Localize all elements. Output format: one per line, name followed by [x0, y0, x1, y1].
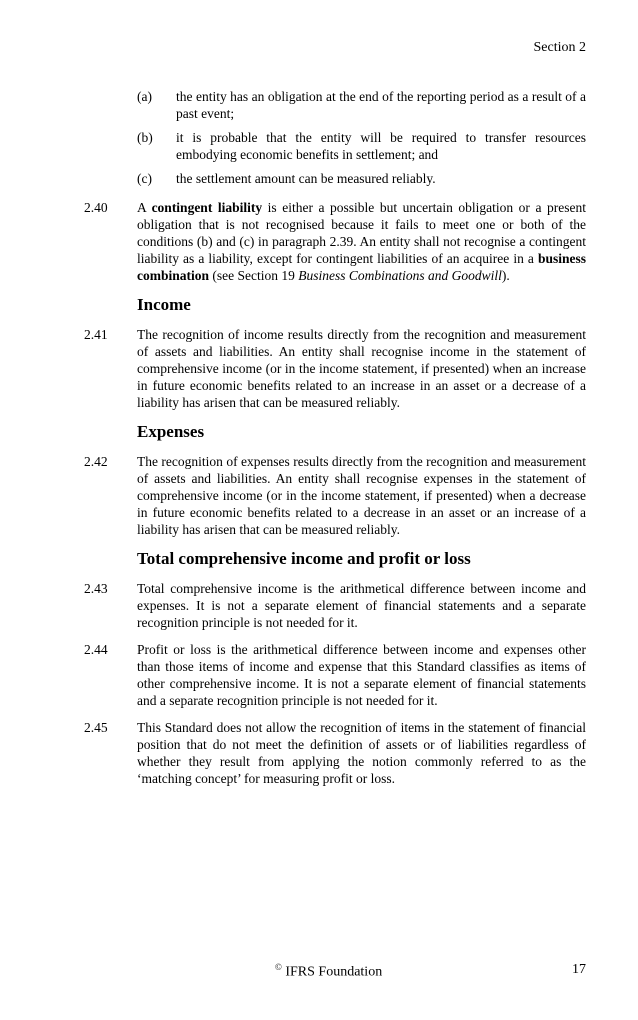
- paragraph-2-44: [84, 641, 586, 709]
- paragraph-text: [137, 199, 586, 284]
- page-number: 17: [572, 962, 586, 977]
- condition-item-b: [137, 129, 586, 163]
- heading-income: Income: [137, 295, 191, 314]
- footer-organization: IFRS Foundation: [281, 964, 383, 980]
- text-run: ).: [501, 268, 510, 283]
- condition-item-a: [137, 88, 586, 122]
- condition-text: the settlement amount can be measured reliably.: [176, 171, 436, 186]
- heading-total-comprehensive-income: Total comprehensive income and profit or loss: [137, 549, 471, 568]
- condition-label: (c): [137, 171, 152, 186]
- text-run: is either a possible but uncertain obligation or a present obligation that is not recognised because it fails to meet one or both of the conditions (b) and (c) in paragraph 2.39. An entity shall not recognise a contingent liability as a liability, except for contingent liabilities of an acquiree in a: [137, 200, 586, 266]
- section-header: Section 2: [533, 40, 586, 55]
- paragraph-text: This Standard does not allow the recognition of items in the statement of financial position that do not meet the definition of assets or of liabilities regardless of whether they result from applying the notion commonly referred to as the ‘matching concept’ for measuring profit or loss.: [137, 720, 586, 786]
- condition-label: (b): [137, 130, 153, 145]
- paragraph-2-45: [84, 719, 586, 787]
- paragraph-2-43: [84, 580, 586, 631]
- defined-term-business-combination: business combination: [137, 251, 586, 283]
- condition-text: the entity has an obligation at the end of the reporting period as a result of a past event;: [176, 89, 586, 121]
- defined-term-contingent-liability: contingent liability: [151, 200, 263, 215]
- paragraph-number: 2.45: [84, 720, 108, 735]
- paragraph-text: The recognition of income results directly from the recognition and measurement of assets and liabilities. An entity shall recognise income in the statement of comprehensive income (or in the income statement, if presented) when an increase in future economic benefits related to an increase in an asset or a decrease of a liability has arisen that can be measured reliably.: [137, 327, 586, 410]
- paragraph-number: 2.43: [84, 581, 108, 596]
- paragraph-text: Profit or loss is the arithmetical difference between income and expenses other than those items of income and expense that this Standard classifies as items of other comprehensive income. It is not a separate element of financial statements and a separate recognition principle is not needed for it.: [137, 642, 586, 708]
- paragraph-text: The recognition of expenses results directly from the recognition and measurement of assets and liabilities. An entity shall recognise expenses in the statement of comprehensive income (or in the income statement, if presented) when a decrease in future economic benefits related to a decrease in an asset or an increase of a liability has arisen that can be measured reliably.: [137, 454, 586, 537]
- page-body: [84, 88, 586, 797]
- paragraph-2-42: [84, 453, 586, 538]
- paragraph-number: 2.41: [84, 327, 108, 342]
- section-reference-title: Business Combinations and Goodwill: [298, 268, 502, 283]
- copyright-symbol: ©: [275, 962, 282, 972]
- footer-copyright: [275, 962, 382, 981]
- condition-item-c: [137, 170, 586, 187]
- paragraph-text: Total comprehensive income is the arithmetical difference between income and expenses. It is not a separate element of financial statements and a separate recognition principle is not needed for it.: [137, 581, 586, 630]
- condition-text: it is probable that the entity will be required to transfer resources embodying economic benefits in settlement; and: [176, 130, 586, 162]
- heading-expenses: Expenses: [137, 422, 205, 441]
- paragraph-number: 2.42: [84, 454, 108, 469]
- condition-label: (a): [137, 89, 152, 104]
- text-run: A: [137, 200, 152, 215]
- text-run: (see Section 19: [209, 268, 299, 283]
- paragraph-2-41: [84, 326, 586, 411]
- paragraph-number: 2.44: [84, 642, 108, 657]
- paragraph-number: 2.40: [84, 200, 108, 215]
- paragraph-2-40: [84, 199, 586, 284]
